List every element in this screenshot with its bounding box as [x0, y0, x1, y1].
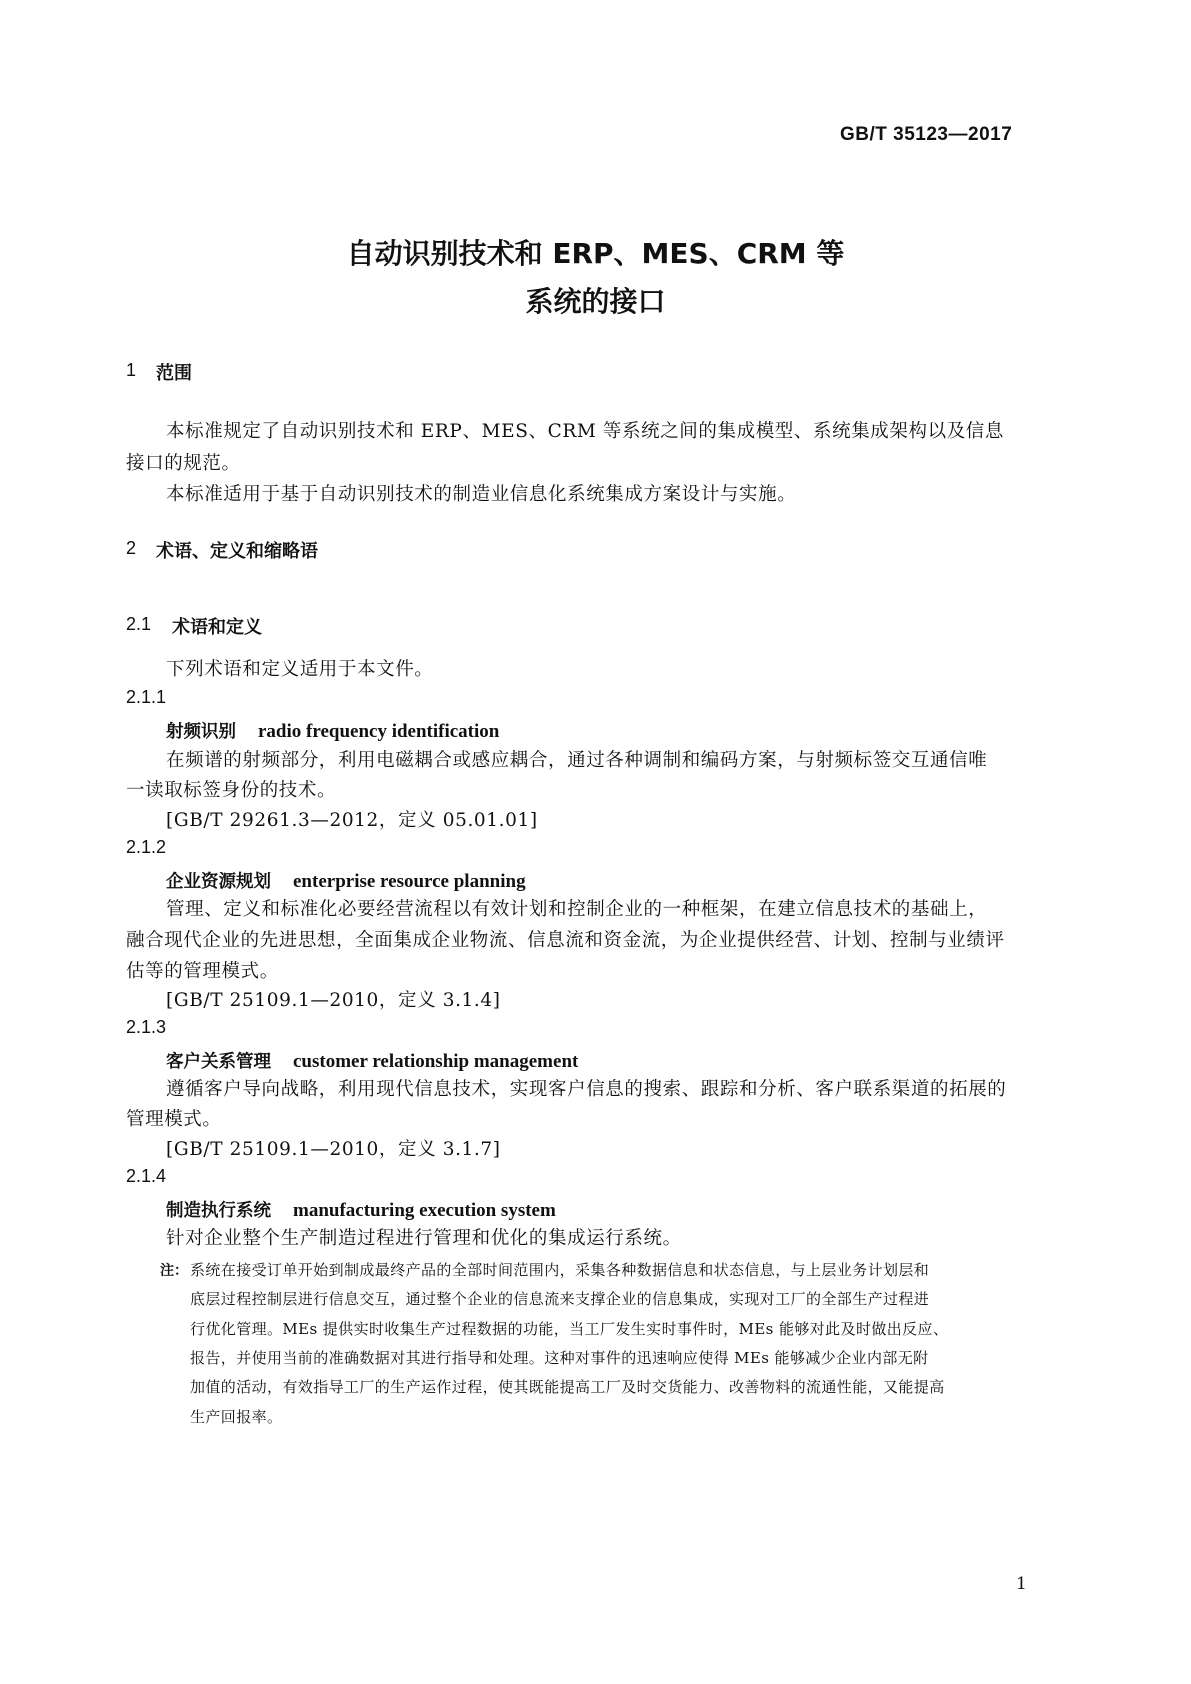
- term-2-1-2-en: enterprise resource planning: [293, 871, 526, 892]
- note-line4: 报告，并使用当前的准确数据对其进行指导和处理。这种对事件的迅速响应使得 MEs 能够减少企业内部无附: [190, 1349, 929, 1367]
- term-2-1-3-title: [166, 1048, 578, 1073]
- section-2-1-number: 2.1: [126, 614, 152, 634]
- term-2-1-3-en: customer relationship management: [293, 1051, 579, 1072]
- page-number: 1: [1016, 1574, 1027, 1594]
- document-title-line2: 系统的接口: [525, 285, 666, 318]
- term-2-1-4-def-line1: 针对企业整个生产制造过程进行管理和优化的集成运行系统。: [166, 1228, 682, 1249]
- term-2-1-2-title: [166, 868, 526, 893]
- term-2-1-1-number: 2.1.1: [126, 687, 167, 707]
- document-title-line1: 自动识别技术和 ERP、MES、CRM 等: [346, 237, 845, 270]
- term-2-1-4-number: 2.1.4: [126, 1166, 167, 1186]
- term-2-1-4-title: [166, 1197, 556, 1222]
- term-2-1-1-def-line1: 在频谱的射频部分，利用电磁耦合或感应耦合，通过各种调制和编码方案，与射频标签交互通信唯: [166, 750, 988, 771]
- note-line1: 系统在接受订单开始到制成最终产品的全部时间范围内，采集各种数据信息和状态信息，与上层业务计划层和: [190, 1261, 930, 1279]
- section-1-number: 1: [126, 360, 137, 380]
- standard-code: GB/T 35123—2017: [840, 124, 1013, 145]
- note-line5: 加值的活动，有效指导工厂的生产运作过程，使其既能提高工厂及时交货能力、改善物料的流通性能，又能提高: [190, 1378, 945, 1396]
- term-2-1-3-def-line2: 管理模式。: [126, 1109, 222, 1130]
- section-2-1-intro: 下列术语和定义适用于本文件。: [166, 659, 434, 680]
- term-2-1-1-def-line2: 一读取标签身份的技术。: [126, 780, 337, 801]
- term-2-1-1-en: radio frequency identification: [258, 721, 500, 742]
- term-2-1-3-number: 2.1.3: [126, 1017, 167, 1037]
- term-2-1-1-zh: 射频识别: [166, 722, 236, 742]
- section-1-para1-line2: 接口的规范。: [126, 453, 241, 474]
- term-2-1-2-def-line3: 估等的管理模式。: [126, 961, 279, 982]
- term-2-1-2-zh: 企业资源规划: [166, 872, 271, 892]
- term-2-1-3-source: [GB/T 25109.1—2010，定义 3.1.7]: [166, 1139, 501, 1160]
- section-1-para2: 本标准适用于基于自动识别技术的制造业信息化系统集成方案设计与实施。: [166, 484, 797, 505]
- term-2-1-4-en: manufacturing execution system: [293, 1200, 556, 1221]
- term-2-1-3-zh: 客户关系管理: [166, 1052, 271, 1072]
- term-2-1-2-def-line2: 融合现代企业的先进思想，全面集成企业物流、信息流和资金流，为企业提供经营、计划、控制与业绩评: [126, 930, 1005, 951]
- section-1-para1-line1: 本标准规定了自动识别技术和 ERP、MES、CRM 等系统之间的集成模型、系统集成架构以及信息: [166, 421, 1004, 442]
- note-line2: 底层过程控制层进行信息交互，通过整个企业的信息流来支撑企业的信息集成，实现对工厂的全部生产过程进: [190, 1290, 930, 1308]
- term-2-1-2-number: 2.1.2: [126, 837, 167, 857]
- term-2-1-1-title: [166, 718, 499, 743]
- note-line6: 生产回报率。: [190, 1408, 283, 1426]
- section-2-number: 2: [126, 538, 137, 558]
- section-1-heading: 范围: [156, 363, 192, 384]
- note-line3: 行优化管理。MEs 提供实时收集生产过程数据的功能，当工厂发生实时事件时，MEs 能够对此及时做出反应、: [190, 1320, 949, 1338]
- term-2-1-3-def-line1: 遵循客户导向战略，利用现代信息技术，实现客户信息的搜索、跟踪和分析、客户联系渠道的拓展的: [166, 1079, 1007, 1100]
- term-2-1-4-zh: 制造执行系统: [166, 1201, 271, 1221]
- term-2-1-2-source: [GB/T 25109.1—2010，定义 3.1.4]: [166, 990, 501, 1011]
- section-2-1-heading: 术语和定义: [172, 617, 262, 638]
- term-2-1-2-def-line1: 管理、定义和标准化必要经营流程以有效计划和控制企业的一种框架，在建立信息技术的基础上，: [166, 899, 988, 920]
- note-label: 注：: [160, 1263, 188, 1279]
- term-2-1-1-source: [GB/T 29261.3—2012，定义 05.01.01]: [166, 810, 538, 831]
- section-2-heading: 术语、定义和缩略语: [156, 541, 318, 562]
